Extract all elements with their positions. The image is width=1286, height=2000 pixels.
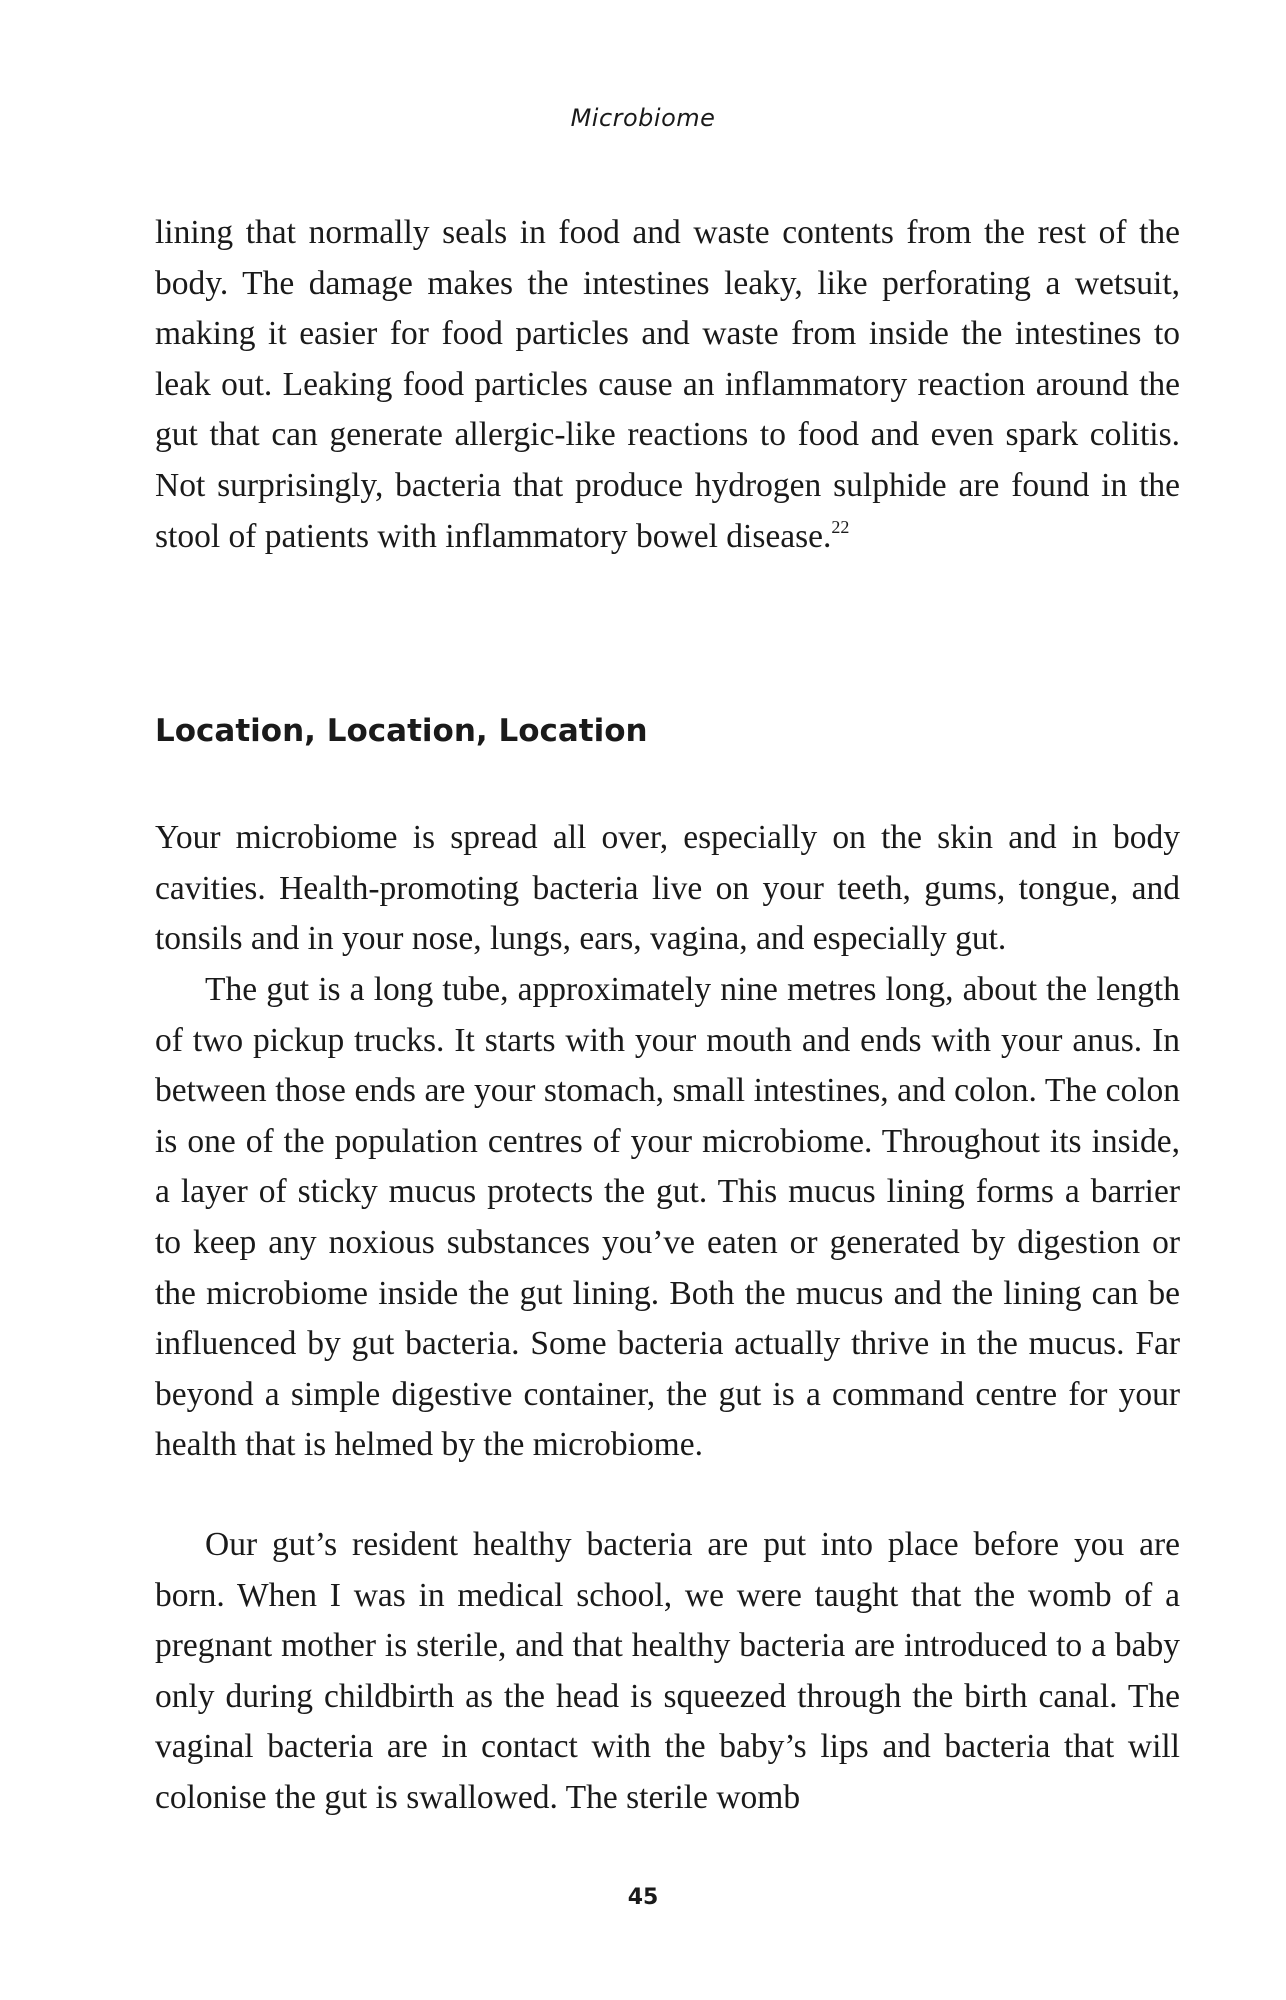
body-paragraph-2 — [155, 965, 1180, 1471]
paragraph-text: Your microbiome is spread all over, especially on the skin and in body cavities. Health-promoting bacteria live on your teeth, gums, tongue, and tonsils and in your nose, lungs, ears, vagina, and especially gut. — [155, 819, 1180, 958]
body-paragraph-3 — [155, 1520, 1180, 1824]
page-number: 45 — [627, 1885, 659, 1910]
continued-paragraph — [155, 208, 1180, 562]
paragraph-text — [155, 208, 1180, 562]
section-heading: Location, Location, Location — [155, 713, 648, 749]
body-paragraph-1 — [155, 813, 1180, 965]
paragraph-text: The gut is a long tube, approximately nine metres long, about the length of two pickup trucks. It starts with your mouth and ends with your anus. In between those ends are your stomach, small intestines, and colon. The colon is one of the population centres of your microbiome. Throughout its inside, a layer of sticky mucus protects the gut. This mucus lining forms a barrier to keep any noxious substances you’ve eaten or generated by digestion or the microbiome inside the gut lining. Both the mucus and the lining can be influenced by gut bacteria. Some bacteria actually thrive in the mucus. Far beyond a simple digestive container, the gut is a command centre for your health that is helmed by the microbiome. — [155, 971, 1180, 1464]
paragraph-body: lining that normally seals in food and waste contents from the rest of the body. The damage makes the intestines leaky, like perforating a wetsuit, making it easier for food particles and waste from inside the intestines to leak out. Leaking food particles cause an inflammatory reaction around the gut that can generate allergic-like reactions to food and even spark colitis. Not surprisingly, bacteria that produce hydrogen sulphide are found in the stool of patients with inflammatory bowel disease. — [155, 214, 1180, 555]
running-head: Microbiome — [570, 104, 716, 132]
paragraph-text: Our gut’s resident healthy bacteria are put into place before you are born. When I was in medical school, we were taught that the womb of a pregnant mother is sterile, and that healthy bacteria are introduced to a baby only during childbirth as the head is squeezed through the birth canal. The vaginal bacteria are in contact with the baby’s lips and bacteria that will colonise the gut is swallowed. The sterile womb — [155, 1526, 1180, 1816]
footnote-reference[interactable]: 22 — [831, 516, 850, 537]
